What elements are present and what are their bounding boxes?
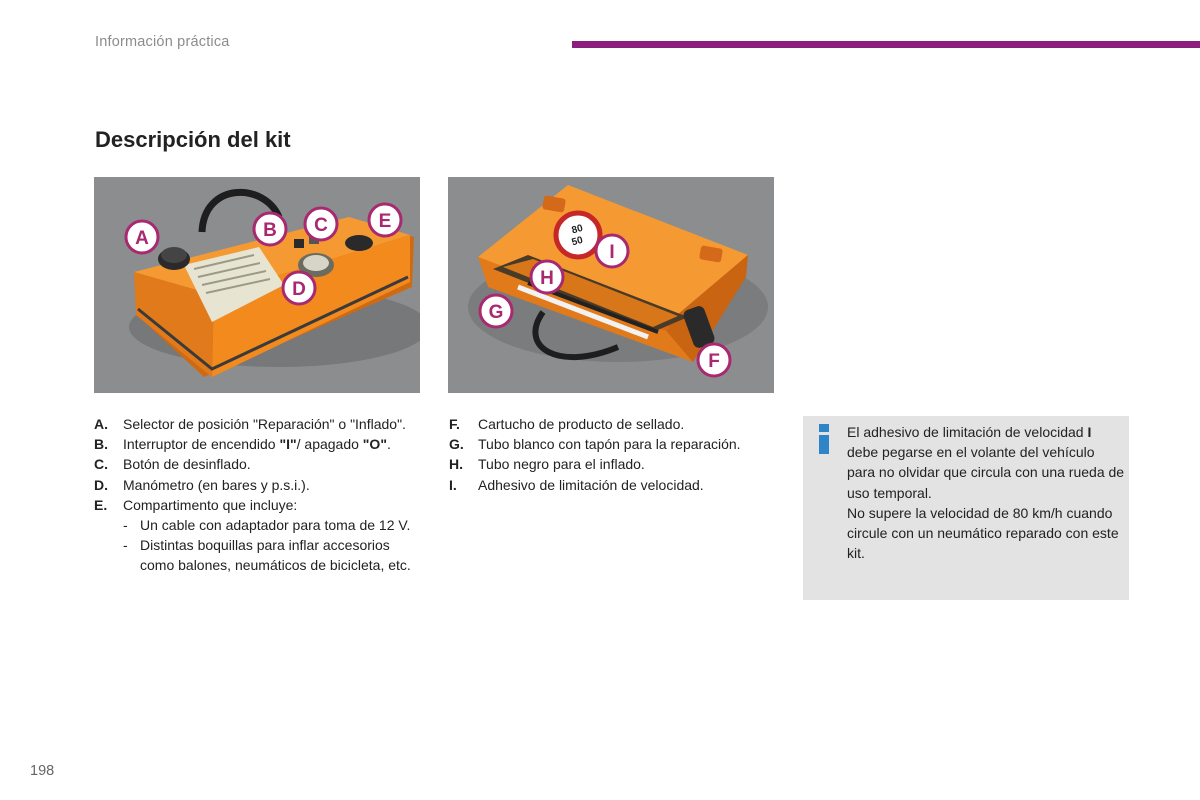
sub-item-dash: -	[123, 517, 128, 534]
item-letter: D.	[94, 476, 108, 493]
item-letter: H.	[449, 456, 463, 473]
section-accent-bar	[572, 41, 1200, 48]
components-list-right	[449, 414, 789, 495]
list-item	[94, 414, 424, 434]
item-text: Adhesivo de limitación de velocidad.	[478, 476, 704, 493]
item-letter: I.	[449, 476, 457, 493]
item-text: Interruptor de encendido "I"/ apagado "O".	[123, 436, 391, 453]
item-letter: C.	[94, 456, 108, 473]
callout-f	[698, 344, 730, 376]
svg-text:B: B	[263, 220, 277, 241]
item-text: Tubo negro para el inflado.	[478, 456, 645, 473]
list-item	[449, 454, 789, 474]
item-letter: E.	[94, 496, 108, 513]
sub-item-text: Distintas boquillas para inflar accesorios como balones, neumáticos de bicicleta, etc.	[140, 537, 411, 574]
item-text: Selector de posición "Reparación" o "Inflado".	[123, 416, 406, 432]
item-letter: A.	[94, 416, 108, 432]
svg-text:G: G	[488, 302, 504, 323]
sub-list-item	[94, 535, 424, 575]
list-item	[449, 414, 789, 434]
svg-text:D: D	[292, 279, 306, 300]
sub-item-dash: -	[123, 537, 128, 554]
svg-text:H: H	[540, 268, 554, 289]
kit-underside-figure	[448, 177, 774, 393]
svg-text:A: A	[135, 228, 149, 249]
list-item	[449, 475, 789, 495]
list-item	[94, 454, 424, 474]
info-note-box	[803, 416, 1129, 600]
svg-text:50: 50	[570, 234, 585, 249]
kit-underside-illustration	[448, 177, 774, 393]
list-item	[94, 475, 424, 495]
kit-front-figure	[94, 177, 420, 393]
section-label: Información práctica	[95, 34, 230, 50]
svg-text:E: E	[378, 211, 392, 232]
callout-b	[254, 213, 286, 245]
info-paragraph-1: El adhesivo de limitación de velocidad I debe pegarse en el volante del vehículo para no olvidar que circula con una rueda de uso temporal.	[847, 424, 1125, 501]
info-paragraph-2: No supere la velocidad de 80 km/h cuando circule con un neumático reparado con este kit.	[847, 504, 1119, 562]
item-text: Cartucho de producto de sellado.	[478, 416, 685, 432]
svg-text:I: I	[609, 242, 615, 263]
callout-h	[531, 261, 563, 293]
callout-i	[596, 235, 628, 267]
callout-g	[480, 295, 512, 327]
list-item	[94, 434, 424, 454]
page-title: Descripción del kit	[95, 127, 291, 152]
item-letter: B.	[94, 436, 108, 453]
item-text: Botón de desinflado.	[123, 456, 251, 473]
svg-text:80: 80	[570, 222, 585, 237]
svg-text:F: F	[708, 351, 720, 372]
components-list-left	[94, 414, 424, 576]
list-item	[449, 434, 789, 454]
item-letter: G.	[449, 436, 464, 453]
item-text: Manómetro (en bares y p.s.i.).	[123, 476, 310, 493]
page-number: 198	[30, 763, 55, 779]
item-text: Compartimento que incluye:	[123, 496, 298, 513]
sub-item-text: Un cable con adaptador para toma de 12 V.	[140, 517, 411, 534]
info-icon	[818, 424, 830, 454]
kit-front-illustration	[94, 177, 420, 393]
info-note-text	[847, 422, 1125, 563]
list-item	[94, 495, 424, 515]
item-text: Tubo blanco con tapón para la reparación.	[478, 436, 741, 453]
item-letter: F.	[449, 416, 460, 432]
callout-e	[369, 204, 401, 236]
callout-a	[126, 221, 158, 253]
callout-c	[305, 208, 337, 240]
callout-d	[283, 272, 315, 304]
sub-list-item	[94, 515, 424, 535]
svg-text:C: C	[314, 215, 328, 236]
